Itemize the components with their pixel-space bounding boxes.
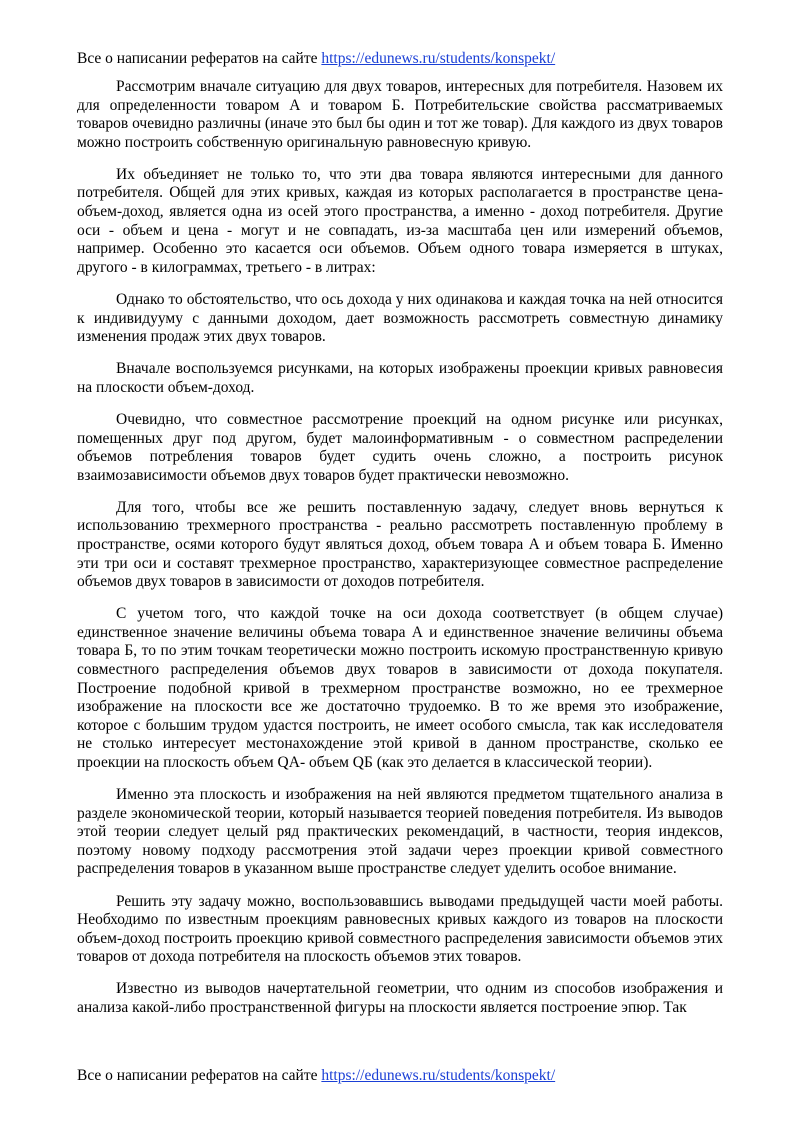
- paragraph-6: Для того, чтобы все же решить поставленную задачу, следует вновь вернуться к использованию трехмерного пространства - реально рассмотреть поставленную проблему в пространстве, осями которого будут являться доход, объем товара А и объем товара Б. Именно эти три оси и составят трехмерное пространство, характеризующее совместное распределение объемов двух товаров в зависимости от доходов потребителя.: [77, 498, 723, 591]
- paragraph-2: Их объединяет не только то, что эти два товара являются интересными для данного потребителя. Общей для этих кривых, каждая из которых располагается в пространстве цена-объем-доход, является одна из осей этого пространства, а именно - доход потребителя. Другие оси - объем и цена - могут и не совпадать, из-за масштаба цен или измерений объемов, например. Особенно это касается оси объемов. Объем одного товара измеряется в штуках, другого - в килограммах, третьего - в литрах:: [77, 165, 723, 276]
- paragraph-7: С учетом того, что каждой точке на оси дохода соответствует (в общем случае) единственное значение величины объема товара А и единственное значение величины объема товара Б, то по этим точкам теоретически можно построить искомую пространственную кривую совместного распределения объемов двух товаров в зависимости от дохода покупателя. Построение подобной кривой в трехмерном пространстве возможно, но ее трехмерное изображение на плоскости все же достаточно трудоемко. В то же время это изображение, которое с большим трудом удастся построить, не имеет особого смысла, так как исследователя не столько интересует местонахождение этой кривой в данном пространстве, сколько ее проекции на плоскость объем QA- объем QБ (как это делается в классической теории).: [77, 605, 723, 771]
- page-footer: [77, 1066, 555, 1086]
- footer-text: Все о написании рефератов на сайте: [77, 1067, 318, 1084]
- page-header: [77, 49, 555, 69]
- header-text: Все о написании рефератов на сайте: [77, 50, 318, 67]
- paragraph-1: Рассмотрим вначале ситуацию для двух товаров, интересных для потребителя. Назовем их для определенности товаром А и товаром Б. Потребительские свойства рассматриваемых товаров очевидно различны (иначе это был бы один и тот же товар). Для каждого из двух товаров можно построить собственную оригинальную равновесную кривую.: [77, 78, 723, 151]
- paragraph-8: Именно эта плоскость и изображения на ней являются предметом тщательного анализа в разделе экономической теории, который называется теорией поведения потребителя. Из выводов этой теории следует целый ряд практических рекомендаций, в частности, теория индексов, поэтому новому подходу рассмотрения этой задачи через проекции кривой совместного распределения товаров в указанном выше пространстве следует уделить особое внимание.: [77, 786, 723, 878]
- paragraph-5: Очевидно, что совместное рассмотрение проекций на одном рисунке или рисунках, помещенных друг под другом, будет малоинформативным - о совместном распределении объемов потребления товаров будет судить очень сложно, а построить рисунок взаимозависимости объемов двух товаров будет практически невозможно.: [77, 410, 723, 484]
- document-body: [77, 78, 723, 1031]
- footer-site-link[interactable]: https://edunews.ru/students/konspekt/: [321, 1067, 556, 1084]
- paragraph-9: Решить эту задачу можно, воспользовавшись выводами предыдущей части моей работы. Необходимо по известным проекциям равновесных кривых каждого из товаров на плоскости объем-доход построить проекцию кривой совместного распределения зависимости объемов этих товаров от дохода потребителя на плоскость объемов этих товаров.: [77, 892, 723, 966]
- paragraph-10: Известно из выводов начертательной геометрии, что одним из способов изображения и анализа какой-либо пространственной фигуры на плоскости является построение эпюр. Так: [77, 980, 723, 1017]
- paragraph-4: Вначале воспользуемся рисунками, на которых изображены проекции кривых равновесия на плоскости объем-доход.: [77, 360, 723, 396]
- paragraph-3: Однако то обстоятельство, что ось дохода у них одинакова и каждая точка на ней относится к индивидууму с данными доходом, дает возможность рассмотреть совместную динамику изменения продаж этих двух товаров.: [77, 290, 723, 346]
- header-site-link[interactable]: https://edunews.ru/students/konspekt/: [321, 50, 556, 67]
